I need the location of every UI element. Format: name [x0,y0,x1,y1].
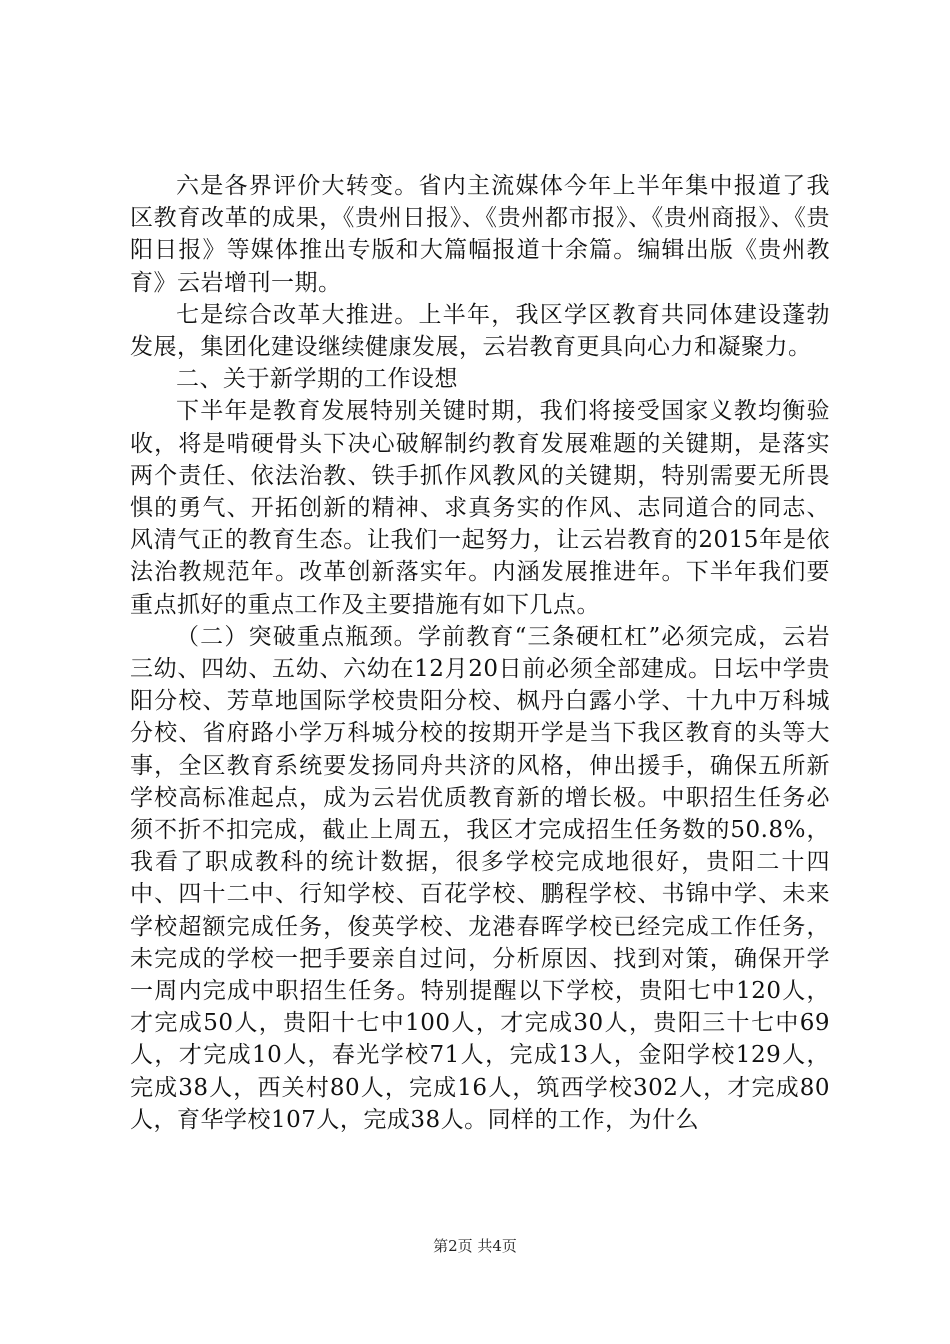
page-footer: 第2页 共4页 [433,1237,517,1255]
paragraph-reform: 七是综合改革大推进。上半年，我区学区教育共同体建设蓬勃发展，集团化建设继续健康发展，云岩教育更具向心力和凝聚力。 [130,301,830,361]
paragraph-plan: 下半年是教育发展特别关键时期，我们将接受国家义教均衡验收，将是啃硬骨头下决心破解制约教育发展难题的关键期，是落实两个责任、依法治教、铁手抓作风教风的关键期，特别需要无所畏惧的勇气、开拓创新的精神、求真务实的作风、志同道合的同志、风清气正的教育生态。让我们一起努力，让云岩教育的2015年是依法治教规范年。改革创新落实年。内涵发展推进年。下半年我们要重点抓好的重点工作及主要措施有如下几点。 [130,398,830,618]
paragraph-evaluation: 六是各界评价大转变。省内主流媒体今年上半年集中报道了我区教育改革的成果，《贵州日报》、《贵州都市报》、《贵州商报》、《贵阳日报》等媒体推出专版和大篇幅报道十余篇。编辑出版《贵州教育》云岩增刊一期。 [130,173,830,296]
section-heading: 二、关于新学期的工作设想 [176,366,458,393]
document-body [130,170,830,1136]
paragraph-bottleneck: （二）突破重点瓶颈。学前教育“三条硬杠杠”必须完成，云岩三幼、四幼、五幼、六幼在12月20日前必须全部建成。日坛中学贵阳分校、芳草地国际学校贵阳分校、枫丹白露小学、十九中万科城分校、省府路小学万科城分校的按期开学是当下我区教育的头等大事，全区教育系统要发扬同舟共济的风格，伸出援手，确保五所新学校高标准起点，成为云岩优质教育新的增长极。中职招生任务必须不折不扣完成，截止上周五，我区才完成招生任务数的50.8%，我看了职成教科的统计数据，很多学校完成地很好，贵阳二十四中、四十二中、行知学校、百花学校、鹏程学校、书锦中学、未来学校超额完成任务，俊英学校、龙港春晖学校已经完成工作任务，未完成的学校一把手要亲自过问，分析原因、找到对策，确保开学一周内完成中职招生任务。特别提醒以下学校，贵阳七中120人，才完成50人，贵阳十七中100人，才完成30人，贵阳三十七中69人，才完成10人，春光学校71人，完成13人，金阳学校129人，完成38人，西关村80人，完成16人，筑西学校302人，才完成80人，育华学校107人，完成38人。同样的工作，为什么 [130,623,830,1133]
